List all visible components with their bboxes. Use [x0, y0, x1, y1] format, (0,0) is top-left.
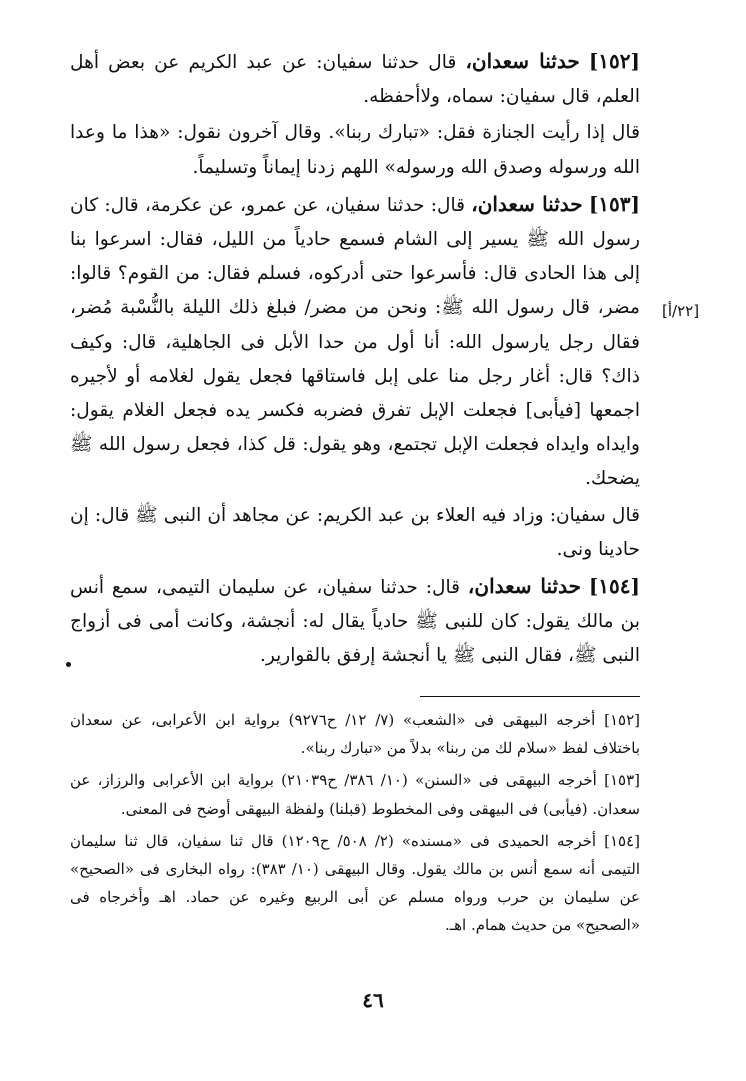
footnote-154: [١٥٤] أخرجه الحميدى فى «مسنده» (٢/ ٥٠٨/ ح١٢٠٩) قال ثنا سفيان، قال ثنا سليمان التيمى أنه سمع أنس بن مالك يقول. وقال البيهقى (١٠/ ٣٨٣): رواه البخارى فى «الصحيح» عن سليمان بن حرب ورواه مسلم عن أبى الربيع وغيره عن حماد. اهـ وأخرجاه فى «الصحيح» من حديث همام. اهـ.: [70, 831, 640, 935]
hadith-number: [١٥٣]: [588, 191, 640, 216]
ink-dot: [66, 662, 71, 667]
footnote-divider: [420, 696, 640, 697]
paragraph-153-addition: [70, 499, 640, 567]
paragraph-152: [70, 44, 640, 114]
main-text: [70, 44, 640, 674]
manuscript-folio-marker: [٢٢/أ]: [662, 302, 700, 320]
paragraph-text: قال سفيان: وزاد فيه العلاء بن عبد الكريم: عن مجاهد أن النبى ﷺ قال: إن حادينا ونى.: [70, 504, 640, 560]
hadith-number: [١٥٤]: [588, 574, 640, 599]
paragraph-text: قال حدثنا سفيان: عن عبد الكريم عن بعض أهل العلم، قال سفيان: سماه، ولاأحفظه.: [70, 52, 640, 108]
chain-heading: حدثنا سعدان،: [465, 49, 580, 73]
page-number: ٤٦: [362, 988, 384, 1012]
hadith-number: [١٥٢]: [588, 49, 640, 73]
footnote-152: [١٥٢] أخرجه البيهقى فى «الشعب» (٧/ ١٢/ ح٩٢٧٦) برواية ابن الأعرابى، عن سعدان باختلاف لفظ «سلام لك من ربنا» بدلاً من «تبارك ربنا».: [70, 711, 640, 758]
chain-heading: حدثنا سعدان،: [467, 574, 581, 599]
paragraph-154: [70, 569, 640, 674]
paragraph-text: قال: حدثنا سفيان، عن عمرو، عن عكرمة، قال: كان رسول الله ﷺ يسير إلى الشام فسمع حادياً من الليل، فقال: اسرعوا بنا إلى هذا الحادى قال: فأسرعوا حتى أدركوه، فسلم فقال: من القوم؟ قالوا: مضر، قال رسول الله ﷺ: ونحن من مضر/ فبلغ ذلك الليلة بالنُّسْبة مُضر، فقال رجل يارسول الله: أنا أول من حدا الأبل فى الجاهلية، قال: وكيف ذاك؟ قال: أغار رجل منا على إبل فاستاقها فجعل يقول لغلامه أو لأجيره اجمعها [فيأبى] فجعلت الإبل تفرق فضربه فكسر يده فجعل الغلام يقول: وايداه وايداه فجعلت الإبل تجتمع، وهو يقول: قل كذا، فجعل رسول الله ﷺ يضحك.: [70, 194, 640, 490]
paragraph-text: قال إذا رأيت الجنازة فقل: «تبارك ربنا». وقال آخرون نقول: «هذا ما وعدا الله ورسوله وصدق الله ورسوله» اللهم زدنا إيماناً وتسليماً.: [70, 122, 640, 178]
chain-heading: حدثنا سعدان،: [471, 191, 583, 216]
paragraph-152-continuation: [70, 116, 640, 184]
footnotes: [70, 706, 640, 944]
paragraph-text: قال: حدثنا سفيان، عن سليمان التيمى، سمع أنس بن مالك يقول: كان للنبى ﷺ حادياً يقال له: أنجشة، وكانت أمى فى أزواج النبى ﷺ، فقال النبى ﷺ يا أنجشة إرفق بالقوارير.: [70, 577, 640, 667]
paragraph-153: [70, 187, 640, 497]
footnote-153: [١٥٣] أخرجه البيهقى فى «السنن» (١٠/ ٣٨٦/ ح٢١٠٣٩) برواية ابن الأعرابى والرزاز، عن سعدان. (فيأبى) فى البيهقى وفى المخطوط (قبلنا) ولفظة البيهقى أوضح فى المعنى.: [70, 771, 640, 818]
